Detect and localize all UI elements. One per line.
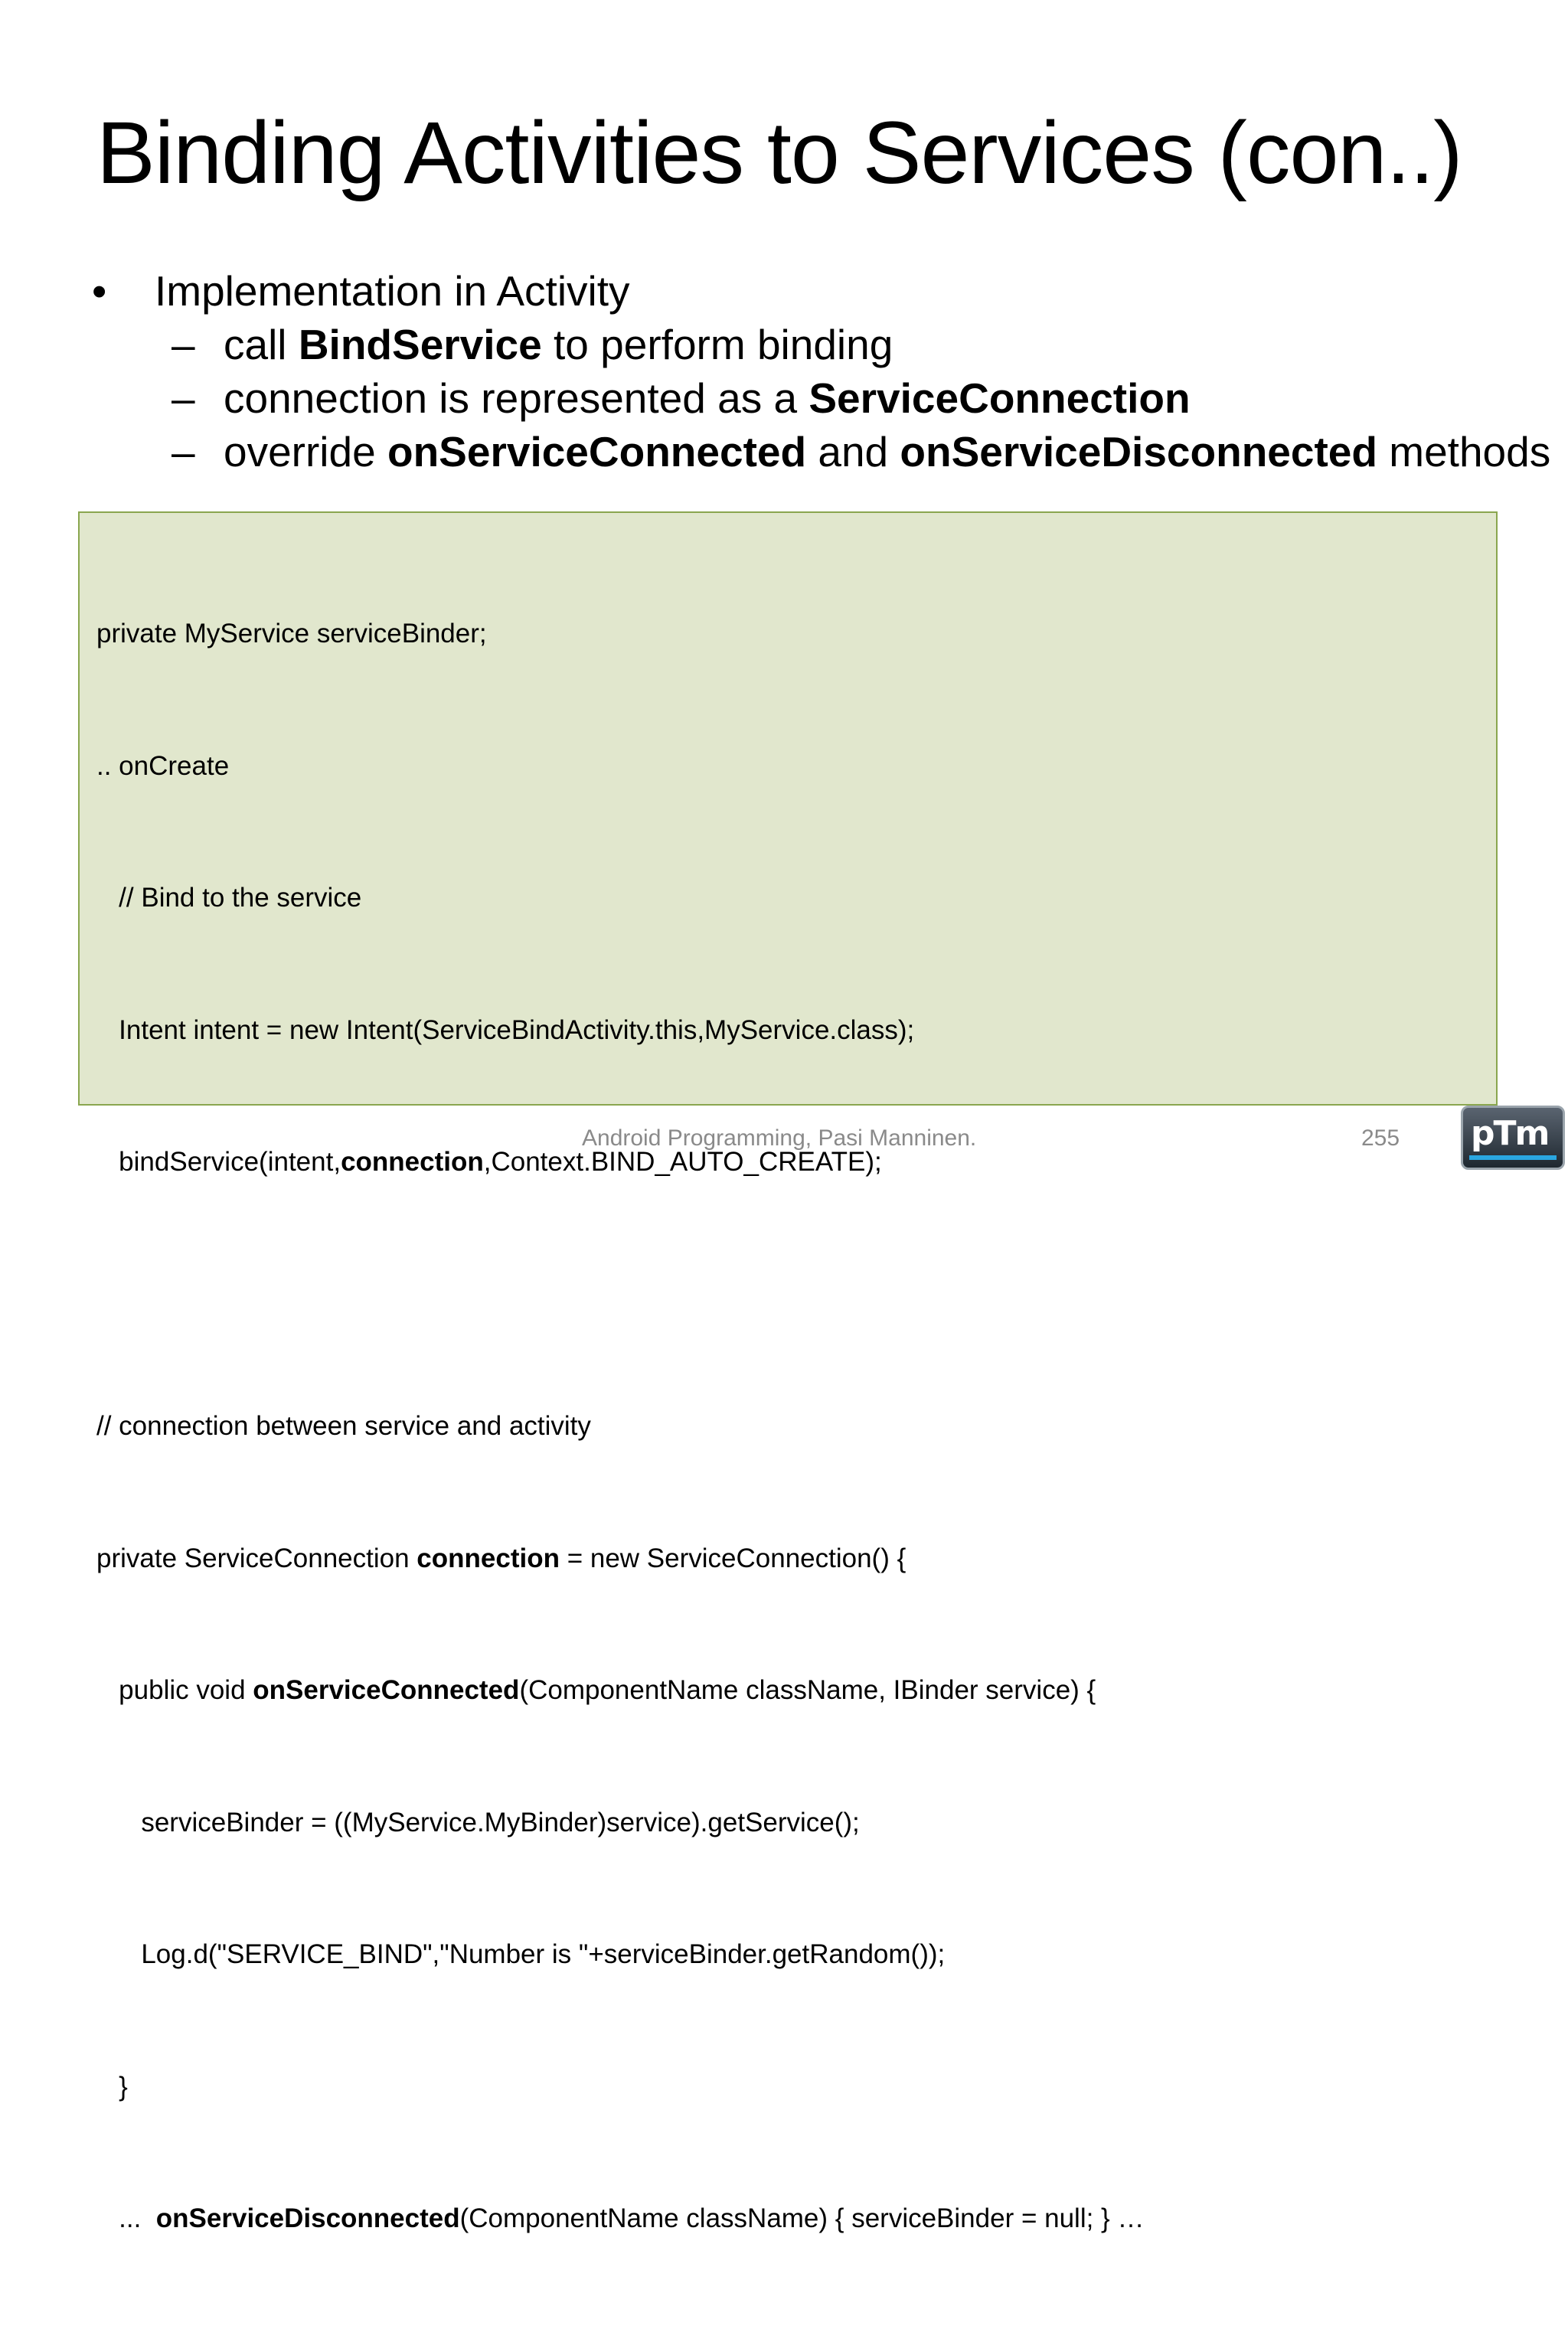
code-line: // Bind to the service [96,883,362,913]
sub-bullet-marker: – [172,428,195,475]
code-line: ... onServiceDisconnected(ComponentName className) { serviceBinder = null; } … [96,2203,1145,2233]
code-line: .. onCreate [96,750,230,781]
code-line: bindService(intent,connection,Context.BIND_AUTO_CREATE); [96,1147,882,1177]
page-number: 255 [1361,1125,1400,1151]
sub-bullet-marker: – [172,321,195,368]
code-line: public void onServiceConnected(ComponentName className, IBinder service) { [96,1675,1096,1705]
code-blank-line [96,1272,1144,1317]
code-line: Log.d("SERVICE_BIND","Number is "+serviceBinder.getRandom()); [96,1939,946,1969]
sub-bullet-text: call BindService to perform binding [224,321,893,368]
sub-bullet-text: connection is represented as a ServiceConnection [224,374,1191,422]
code-line: serviceBinder = ((MyService.MyBinder)service).getService(); [96,1807,860,1837]
sub-bullet-marker: – [172,374,195,422]
slide-footer: Android Programming, Pasi Manninen. [582,1125,977,1151]
sub-bullet-text: override onServiceConnected and onServiceDisconnected methods [224,428,1551,475]
keyword-bindservice: BindService [298,321,542,368]
ptm-logo-icon [1461,1106,1565,1170]
code-line: private ServiceConnection connection = new ServiceConnection() { [96,1543,906,1573]
bullet-text: Implementation in Activity [155,267,630,315]
logo-strip [1469,1155,1557,1160]
code-line: private MyService serviceBinder; [96,619,487,648]
code-listing [96,524,1144,2329]
slide-title: Binding Activities to Services (con..) [96,104,1462,202]
logo-text: pTm [1471,1114,1549,1153]
code-line: // connection between service and activity [96,1411,591,1441]
code-line: Intent intent = new Intent(ServiceBindActivity.this,MyService.class); [96,1014,915,1045]
bullet-marker: • [92,267,107,315]
keyword-onservicedisconnected: onServiceDisconnected [900,428,1377,475]
keyword-serviceconnection: ServiceConnection [808,374,1191,422]
keyword-onserviceconnected: onServiceConnected [387,428,807,475]
code-line: } [96,2071,128,2102]
